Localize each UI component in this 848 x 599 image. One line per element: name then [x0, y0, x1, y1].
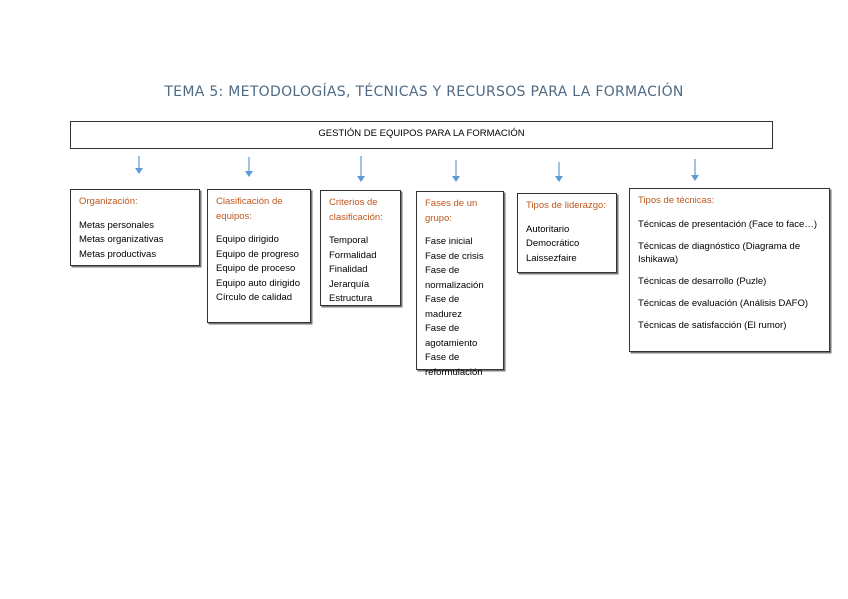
box-items — [79, 219, 191, 263]
liderazgo-box — [517, 193, 617, 273]
arrow-down-icon — [450, 160, 462, 184]
list-item: Metas organizativas — [79, 234, 164, 245]
arrow-down-icon — [355, 156, 367, 184]
list-item: Finalidad — [329, 264, 368, 275]
list-item: Laissezfaire — [526, 252, 577, 264]
list-item: Democrático — [526, 238, 580, 249]
list-item: Fase de agotamiento — [425, 323, 478, 349]
box-heading: Criterios de clasificación: — [329, 197, 383, 223]
root-box: GESTIÓN DE EQUIPOS PARA LA FORMACIÓN — [70, 121, 773, 149]
list-item: Círculo de calidad — [216, 292, 293, 303]
list-item: Técnicas de satisfacción (El rumor) — [638, 319, 787, 331]
arrow-down-icon — [243, 157, 255, 179]
list-item: Fase de madurez — [425, 294, 462, 320]
box-heading: Fases de un grupo: — [425, 198, 478, 224]
tecnicas-box — [629, 188, 830, 352]
list-item: Metas productivas — [79, 248, 157, 260]
list-item: Fase de normalización — [425, 265, 484, 291]
box-heading: Tipos de técnicas: — [638, 195, 715, 206]
box-heading: Clasificación de equipos: — [216, 196, 283, 222]
list-item: Estructura — [329, 293, 373, 304]
criterios-box — [320, 190, 401, 306]
fases-grupo-box — [416, 191, 504, 378]
list-item: Equipo de progreso — [216, 248, 299, 260]
box-items — [329, 234, 392, 307]
list-item: Técnicas de diagnóstico (Diagrama de Ishikawa) — [638, 240, 801, 265]
list-item: Equipo de proceso — [216, 263, 296, 274]
list-item: Técnicas de evaluación (Análisis DAFO) — [638, 297, 809, 309]
list-item: Fase de reformulación — [425, 352, 483, 378]
arrow-down-icon — [133, 156, 145, 176]
box-items — [425, 235, 495, 380]
list-item: Equipo auto dirigido — [216, 277, 300, 289]
list-item: Formalidad — [329, 249, 377, 261]
organizacion-box — [70, 189, 200, 266]
list-item: Autoritario — [526, 223, 570, 235]
list-item: Técnicas de desarrollo (Puzle) — [638, 275, 767, 287]
arrow-down-icon — [553, 162, 565, 184]
arrow-down-icon — [689, 159, 701, 183]
list-item: Fase de crisis — [425, 250, 484, 262]
box-items — [638, 218, 821, 332]
box-heading: Tipos de liderazgo: — [526, 200, 606, 211]
clasificacion-equipos-box — [207, 189, 311, 323]
box-items — [526, 223, 608, 267]
list-item: Metas personales — [79, 219, 154, 231]
list-item: Fase inicial — [425, 236, 473, 247]
list-item: Técnicas de presentación (Face to face…) — [638, 218, 818, 230]
box-heading: Organización: — [79, 196, 138, 207]
list-item: Jerarquía — [329, 278, 370, 290]
box-items — [216, 233, 302, 306]
page-title: TEMA 5: METODOLOGÍAS, TÉCNICAS Y RECURSOS PARA LA FORMACIÓN — [164, 84, 684, 100]
list-item: Equipo dirigido — [216, 234, 279, 245]
list-item: Temporal — [329, 235, 369, 246]
